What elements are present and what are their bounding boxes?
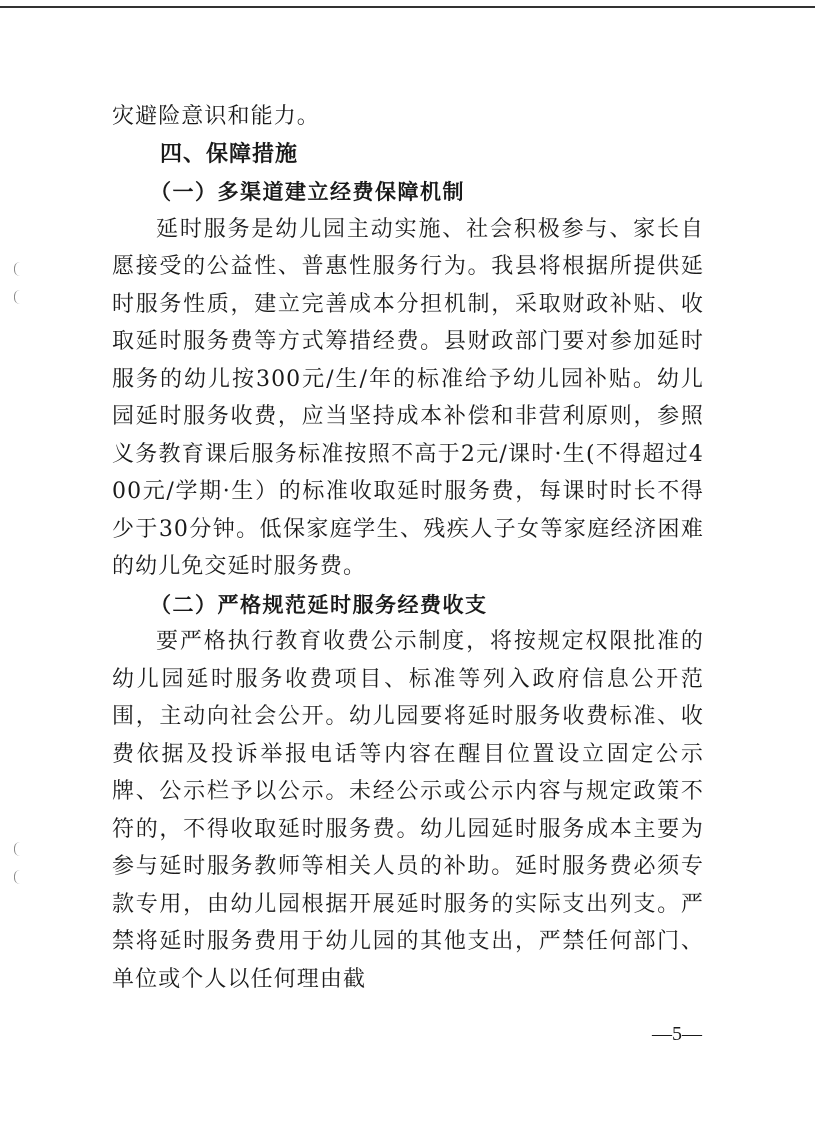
- paragraph-funding-mechanism: 延时服务是幼儿园主动实施、社会积极参与、家长自愿接受的公益性、普惠性服务行为。我县将根据所提供延时服务性质，建立完善成本分担机制，采取财政补贴、收取延时服务费等方式筹措经费。县财政部门要对参加延时服务的幼儿按300元/生/年的标准给予幼儿园补贴。幼儿园延时服务收费，应当坚持成本补偿和非营利原则，参照义务教育课后服务标准按照不高于2元/课时·生(不得超过400元/学期·生）的标准收取延时服务费，每课时时长不得少于30分钟。低保家庭学生、残疾人子女等家庭经济困难的幼儿免交延时服务费。: [112, 216, 704, 579]
- paragraph-continuation: 灾避险意识和能力。: [112, 104, 320, 129]
- subsection-heading-funding: （一）多渠道建立经费保障机制: [150, 179, 465, 204]
- binding-hole-mark: [14, 870, 21, 884]
- subsection-heading-fee-regulation: （二）严格规范延时服务经费收支: [150, 591, 488, 617]
- page-number: —5—: [652, 1023, 702, 1045]
- binding-hole-mark: [14, 262, 21, 276]
- binding-hole-mark: [14, 842, 21, 856]
- section-heading-safeguards: 四、保障措施: [160, 141, 299, 167]
- binding-hole-mark: [14, 290, 21, 304]
- paragraph-fee-regulation: 要严格执行教育收费公示制度，将按规定权限批准的幼儿园延时服务收费项目、标准等列入政府信息公开范围，主动向社会公开。幼儿园要将延时服务收费标准、收费依据及投诉举报电话等内容在醒目位置设立固定公示牌、公示栏予以公示。未经公示或公示内容与规定政策不符的，不得收取延时服务费。幼儿园延时服务成本主要为参与延时服务教师等相关人员的补助。延时服务费必须专款专用，由幼儿园根据开展延时服务的实际支出列支。严禁将延时服务费用于幼儿园的其他支出，严禁任何部门、单位或个人以任何理由截: [112, 629, 704, 992]
- top-border-line: [0, 6, 815, 8]
- document-body: [112, 98, 704, 998]
